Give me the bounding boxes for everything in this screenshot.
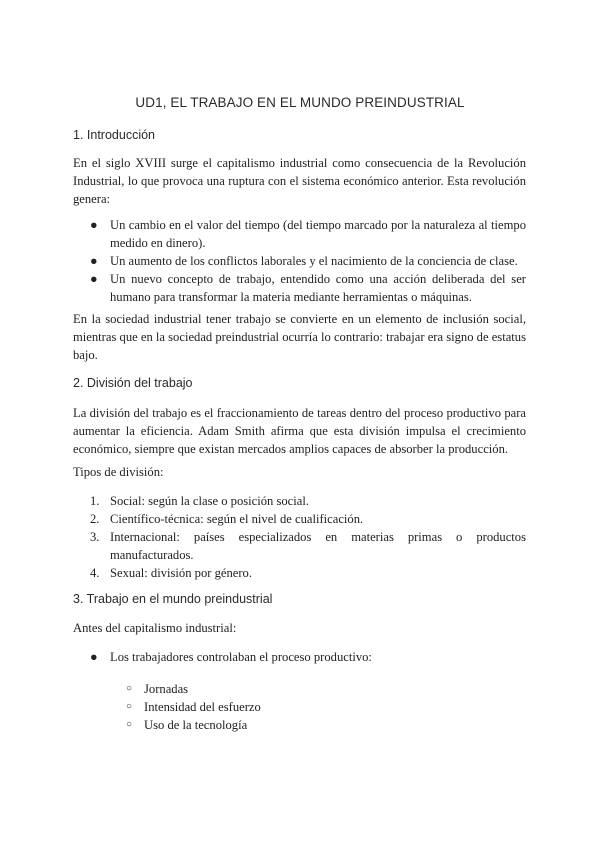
list-number: 3. — [90, 530, 100, 544]
bullet-list — [90, 216, 526, 306]
bullet-list — [90, 648, 526, 666]
list-item: 2. Científico-técnica: según el nivel de cualificación. — [90, 512, 364, 526]
list-number: 1. — [90, 494, 100, 508]
list-item: 1. Social: según la clase o posición social. — [90, 494, 310, 508]
list-item: ● Un cambio en el valor del tiempo (del tiempo marcado por la naturaleza al tiempo medido en dinero). — [90, 218, 526, 250]
circle-bullet-icon: ○ — [126, 701, 133, 712]
list-item: ○ Jornadas — [126, 682, 189, 696]
list-item: ● Un nuevo concepto de trabajo, entendido como una acción deliberada del ser humano para transformar la materia mediante herramientas o máquinas. — [90, 272, 526, 304]
paragraph: Tipos de división: — [73, 465, 164, 479]
paragraph: La división del trabajo es el fraccionamiento de tareas dentro del proceso productivo para aumentar la eficiencia. Adam Smith afirma que esta división impulsa el crecimiento económico, siempre que existan mercados amplios capaces de absorber la producción. — [73, 406, 526, 456]
list-item: ○ Intensidad del esfuerzo — [126, 700, 261, 714]
section-heading-introduccion: 1. Introducción — [73, 128, 155, 142]
list-item: ○ Uso de la tecnología — [126, 718, 248, 732]
sub-bullet-list — [126, 680, 526, 734]
paragraph: En el siglo XVIII surge el capitalismo industrial como consecuencia de la Revolución Industrial, lo que provoca una ruptura con el sistema económico anterior. Esta revolución genera: — [73, 156, 526, 206]
circle-bullet-icon: ○ — [126, 719, 133, 730]
list-item: ● Un aumento de los conflictos laborales y el nacimiento de la conciencia de clase. — [90, 254, 518, 268]
section-heading-preindustrial: 3. Trabajo en el mundo preindustrial — [73, 592, 273, 606]
paragraph: En la sociedad industrial tener trabajo se convierte en un elemento de inclusión social, mientras que en la sociedad preindustrial ocurría lo contrario: trabajar era signo de estatus bajo. — [73, 312, 526, 362]
bullet-icon: ● — [90, 254, 98, 268]
bullet-icon: ● — [90, 650, 98, 664]
list-item: 4. Sexual: división por género. — [90, 566, 253, 580]
section-heading-division: 2. División del trabajo — [73, 376, 193, 390]
list-number: 4. — [90, 566, 100, 580]
list-item: ● Los trabajadores controlaban el proceso productivo: — [90, 650, 372, 664]
numbered-list — [90, 492, 526, 582]
bullet-icon: ● — [90, 218, 98, 232]
document-title: UD1, EL TRABAJO EN EL MUNDO PREINDUSTRIAL — [135, 95, 465, 110]
circle-bullet-icon: ○ — [126, 683, 133, 694]
bullet-icon: ● — [90, 272, 98, 286]
list-number: 2. — [90, 512, 100, 526]
paragraph: Antes del capitalismo industrial: — [73, 621, 237, 635]
list-item: 3. Internacional: países especializados en materias primas o productos manufacturados. — [90, 530, 526, 562]
